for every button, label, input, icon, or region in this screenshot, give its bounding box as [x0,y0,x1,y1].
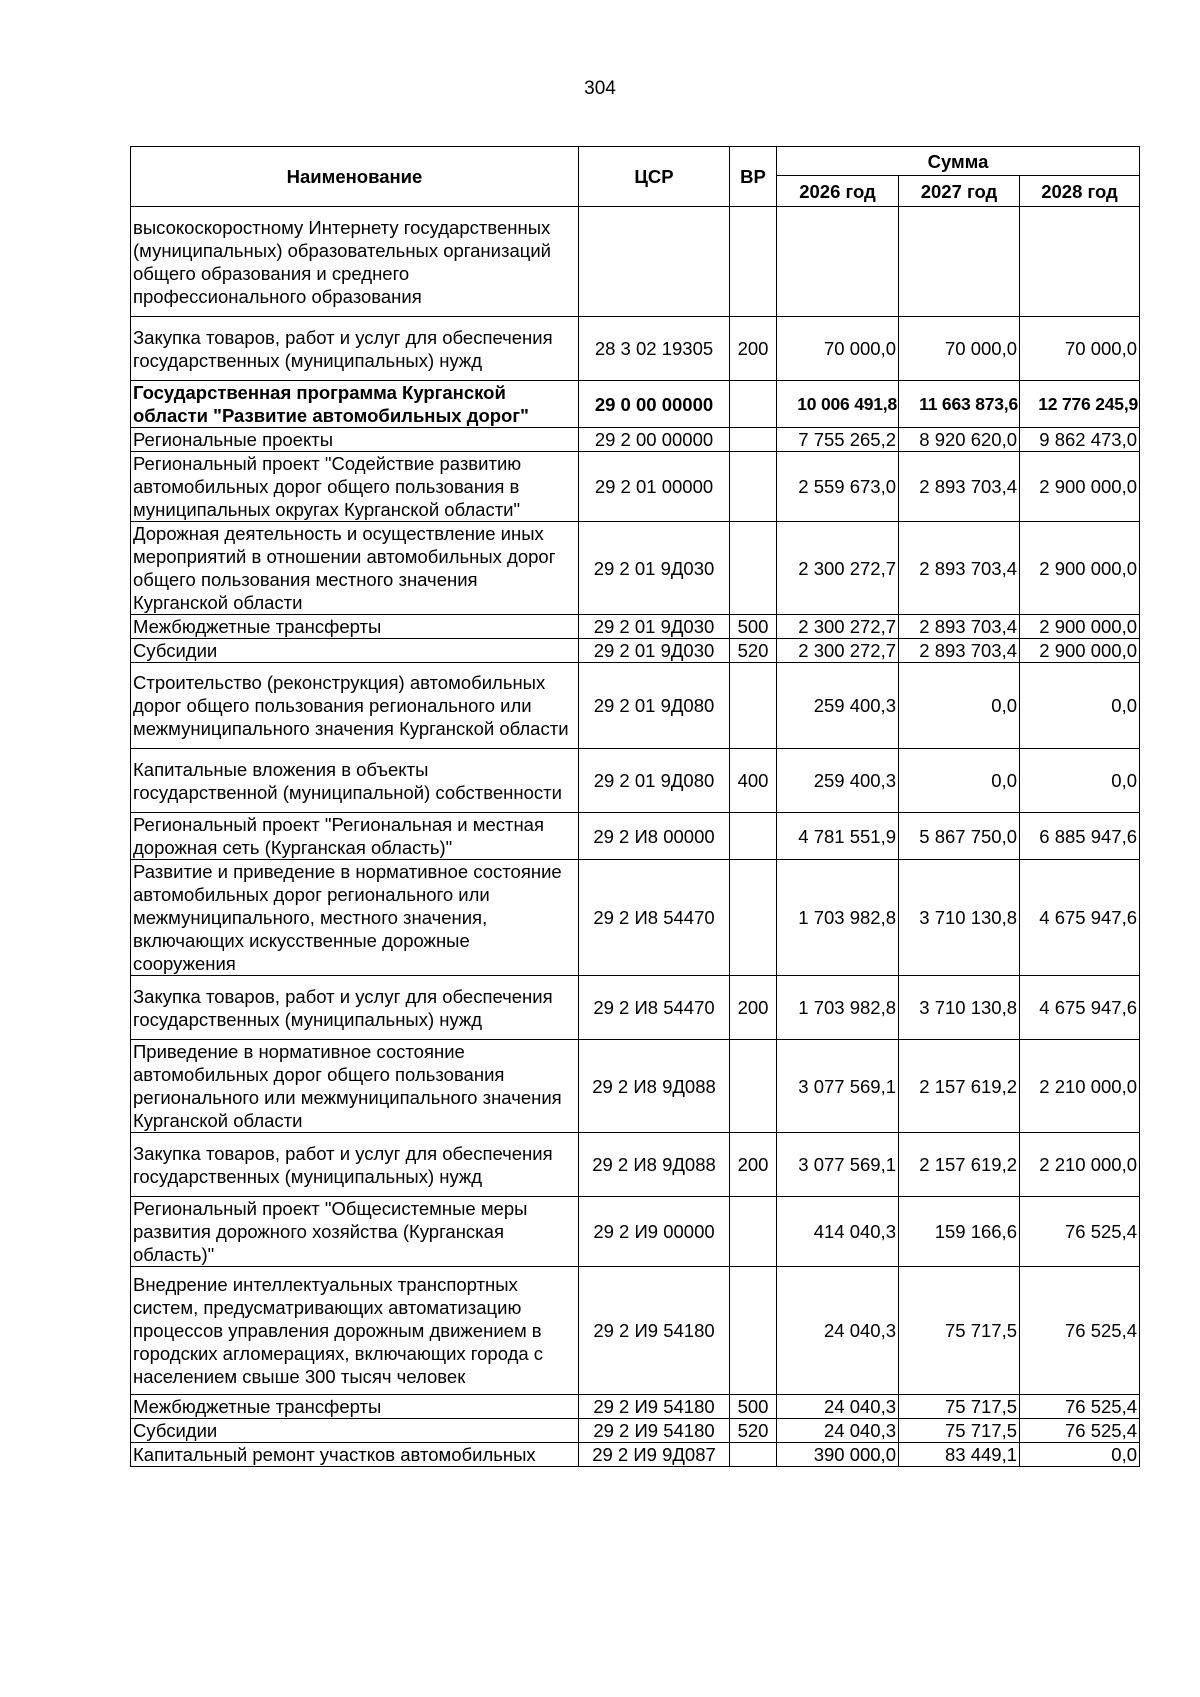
row-vr-cell [730,813,777,860]
row-value-2028: 0,0 [1020,663,1140,749]
row-value-2028: 6 885 947,6 [1020,813,1140,860]
row-value-2026: 259 400,3 [777,749,899,813]
row-csr-cell: 29 2 И9 54180 [579,1395,730,1419]
row-name-cell: Региональные проекты [131,428,579,452]
table-row [131,860,1140,976]
table-row [131,1395,1140,1419]
row-value-2027: 2 893 703,4 [899,639,1020,663]
row-name-cell: Строительство (реконструкция) автомобильных дорог общего пользования регионального или межмуниципального значения Курганской области [131,663,579,749]
row-vr-cell: 200 [730,317,777,381]
row-vr-cell: 520 [730,639,777,663]
row-value-2028: 2 900 000,0 [1020,615,1140,639]
row-vr-cell: 400 [730,749,777,813]
row-value-2027: 8 920 620,0 [899,428,1020,452]
row-csr-cell: 29 2 И8 9Д088 [579,1133,730,1197]
row-csr-cell: 29 2 00 00000 [579,428,730,452]
row-name-cell: высокоскоростному Интернету государственных (муниципальных) образовательных организаций общего образования и среднего профессионального образования [131,207,579,317]
row-value-2026: 414 040,3 [777,1197,899,1267]
row-value-2027: 83 449,1 [899,1443,1020,1467]
row-value-2026: 2 300 272,7 [777,615,899,639]
row-value-2026: 4 781 551,9 [777,813,899,860]
row-name-cell: Закупка товаров, работ и услуг для обеспечения государственных (муниципальных) нужд [131,317,579,381]
row-csr-cell: 29 2 01 00000 [579,452,730,522]
table-row [131,381,1140,428]
row-name-cell: Внедрение интеллектуальных транспортных систем, предусматривающих автоматизацию процессов управления дорожным движением в городских агломерациях, включающих города с населением свыше 300 тысяч человек [131,1267,579,1395]
row-value-2026: 3 077 569,1 [777,1133,899,1197]
row-name-cell: Закупка товаров, работ и услуг для обеспечения государственных (муниципальных) нужд [131,976,579,1040]
row-value-2028: 0,0 [1020,749,1140,813]
table-row [131,1197,1140,1267]
row-csr-cell: 29 2 01 9Д080 [579,749,730,813]
row-vr-cell [730,860,777,976]
row-value-2027: 2 157 619,2 [899,1040,1020,1133]
page-number: 304 [584,78,616,99]
row-value-2026: 2 300 272,7 [777,522,899,615]
row-value-2027: 2 893 703,4 [899,522,1020,615]
row-vr-cell [730,1443,777,1467]
row-vr-cell [730,663,777,749]
row-value-2026: 390 000,0 [777,1443,899,1467]
row-vr-cell [730,1267,777,1395]
row-value-2028: 4 675 947,6 [1020,860,1140,976]
table-row [131,207,1140,317]
row-vr-cell [730,1040,777,1133]
row-vr-cell [730,381,777,428]
row-value-2026: 24 040,3 [777,1267,899,1395]
table-row [131,1040,1140,1133]
row-value-2027: 159 166,6 [899,1197,1020,1267]
row-vr-cell [730,1197,777,1267]
row-value-2028: 4 675 947,6 [1020,976,1140,1040]
row-value-2026: 70 000,0 [777,317,899,381]
row-csr-cell: 28 3 02 19305 [579,317,730,381]
table-body [131,207,1140,1467]
table-row [131,1419,1140,1443]
row-vr-cell: 200 [730,1133,777,1197]
row-value-2026: 10 006 491,8 [777,381,899,428]
row-value-2026: 24 040,3 [777,1419,899,1443]
row-csr-cell: 29 2 01 9Д030 [579,522,730,615]
row-name-cell: Капитальный ремонт участков автомобильных [131,1443,579,1467]
row-value-2026: 2 559 673,0 [777,452,899,522]
row-value-2026 [777,207,899,317]
header-name: Наименование [131,147,579,207]
row-value-2027: 75 717,5 [899,1267,1020,1395]
row-csr-cell: 29 2 И8 9Д088 [579,1040,730,1133]
header-vr: ВР [730,147,777,207]
row-value-2027: 5 867 750,0 [899,813,1020,860]
row-value-2028: 2 210 000,0 [1020,1133,1140,1197]
row-value-2026: 1 703 982,8 [777,860,899,976]
row-vr-cell [730,207,777,317]
table-row [131,1443,1140,1467]
table-row [131,663,1140,749]
row-name-cell: Закупка товаров, работ и услуг для обеспечения государственных (муниципальных) нужд [131,1133,579,1197]
row-value-2027: 2 157 619,2 [899,1133,1020,1197]
row-name-cell: Региональный проект "Региональная и местная дорожная сеть (Курганская область)" [131,813,579,860]
table-row [131,1267,1140,1395]
row-csr-cell: 29 2 И8 54470 [579,860,730,976]
row-csr-cell: 29 2 И9 54180 [579,1267,730,1395]
table-row [131,615,1140,639]
table-row [131,428,1140,452]
row-csr-cell: 29 2 И9 9Д087 [579,1443,730,1467]
row-csr-cell: 29 2 01 9Д030 [579,615,730,639]
row-name-cell: Межбюджетные трансферты [131,615,579,639]
row-name-cell: Государственная программа Курганской области "Развитие автомобильных дорог" [131,381,579,428]
header-year-2026: 2026 год [777,176,899,207]
budget-table [130,146,1140,1467]
row-csr-cell: 29 2 И9 00000 [579,1197,730,1267]
row-value-2026: 24 040,3 [777,1395,899,1419]
row-value-2028: 2 900 000,0 [1020,522,1140,615]
row-csr-cell: 29 2 И8 00000 [579,813,730,860]
row-value-2027: 2 893 703,4 [899,615,1020,639]
table-row [131,639,1140,663]
row-vr-cell [730,428,777,452]
row-name-cell: Дорожная деятельность и осуществление иных мероприятий в отношении автомобильных дорог общего пользования местного значения Курганской области [131,522,579,615]
row-value-2026: 7 755 265,2 [777,428,899,452]
row-name-cell: Региональный проект "Общесистемные меры развития дорожного хозяйства (Курганская область)" [131,1197,579,1267]
row-csr-cell: 29 0 00 00000 [579,381,730,428]
row-csr-cell [579,207,730,317]
table-row [131,749,1140,813]
row-value-2028: 2 210 000,0 [1020,1040,1140,1133]
row-value-2028: 12 776 245,9 [1020,381,1140,428]
row-value-2027: 11 663 873,6 [899,381,1020,428]
header-year-2027: 2027 год [899,176,1020,207]
header-csr: ЦСР [579,147,730,207]
row-name-cell: Межбюджетные трансферты [131,1395,579,1419]
table-row [131,1133,1140,1197]
table-row [131,976,1140,1040]
row-vr-cell: 500 [730,615,777,639]
row-value-2028: 70 000,0 [1020,317,1140,381]
row-csr-cell: 29 2 01 9Д030 [579,639,730,663]
row-value-2027: 0,0 [899,663,1020,749]
row-value-2027: 0,0 [899,749,1020,813]
row-vr-cell [730,452,777,522]
row-vr-cell [730,522,777,615]
row-value-2028 [1020,207,1140,317]
row-csr-cell: 29 2 01 9Д080 [579,663,730,749]
row-name-cell: Капитальные вложения в объекты государственной (муниципальной) собственности [131,749,579,813]
row-value-2027: 75 717,5 [899,1395,1020,1419]
table-row [131,317,1140,381]
row-value-2026: 3 077 569,1 [777,1040,899,1133]
row-value-2028: 9 862 473,0 [1020,428,1140,452]
row-value-2027 [899,207,1020,317]
row-name-cell: Региональный проект "Содействие развитию автомобильных дорог общего пользования в муниципальных округах Курганской области" [131,452,579,522]
row-value-2027: 75 717,5 [899,1419,1020,1443]
row-csr-cell: 29 2 И9 54180 [579,1419,730,1443]
row-value-2026: 1 703 982,8 [777,976,899,1040]
table-row [131,813,1140,860]
row-value-2027: 2 893 703,4 [899,452,1020,522]
row-value-2026: 259 400,3 [777,663,899,749]
row-csr-cell: 29 2 И8 54470 [579,976,730,1040]
row-name-cell: Субсидии [131,639,579,663]
row-value-2027: 3 710 130,8 [899,860,1020,976]
row-vr-cell: 520 [730,1419,777,1443]
row-vr-cell: 500 [730,1395,777,1419]
row-name-cell: Развитие и приведение в нормативное состояние автомобильных дорог регионального или межмуниципального, местного значения, включающих искусственные дорожные сооружения [131,860,579,976]
row-value-2028: 76 525,4 [1020,1197,1140,1267]
header-sum: Сумма [777,147,1140,176]
row-value-2028: 2 900 000,0 [1020,639,1140,663]
row-value-2028: 76 525,4 [1020,1419,1140,1443]
table-row [131,452,1140,522]
row-value-2027: 70 000,0 [899,317,1020,381]
row-name-cell: Приведение в нормативное состояние автомобильных дорог общего пользования регионального или межмуниципального значения Курганской области [131,1040,579,1133]
row-value-2028: 76 525,4 [1020,1267,1140,1395]
row-value-2027: 3 710 130,8 [899,976,1020,1040]
row-value-2026: 2 300 272,7 [777,639,899,663]
row-value-2028: 2 900 000,0 [1020,452,1140,522]
table-row [131,522,1140,615]
row-vr-cell: 200 [730,976,777,1040]
row-name-cell: Субсидии [131,1419,579,1443]
header-year-2028: 2028 год [1020,176,1140,207]
row-value-2028: 76 525,4 [1020,1395,1140,1419]
row-value-2028: 0,0 [1020,1443,1140,1467]
